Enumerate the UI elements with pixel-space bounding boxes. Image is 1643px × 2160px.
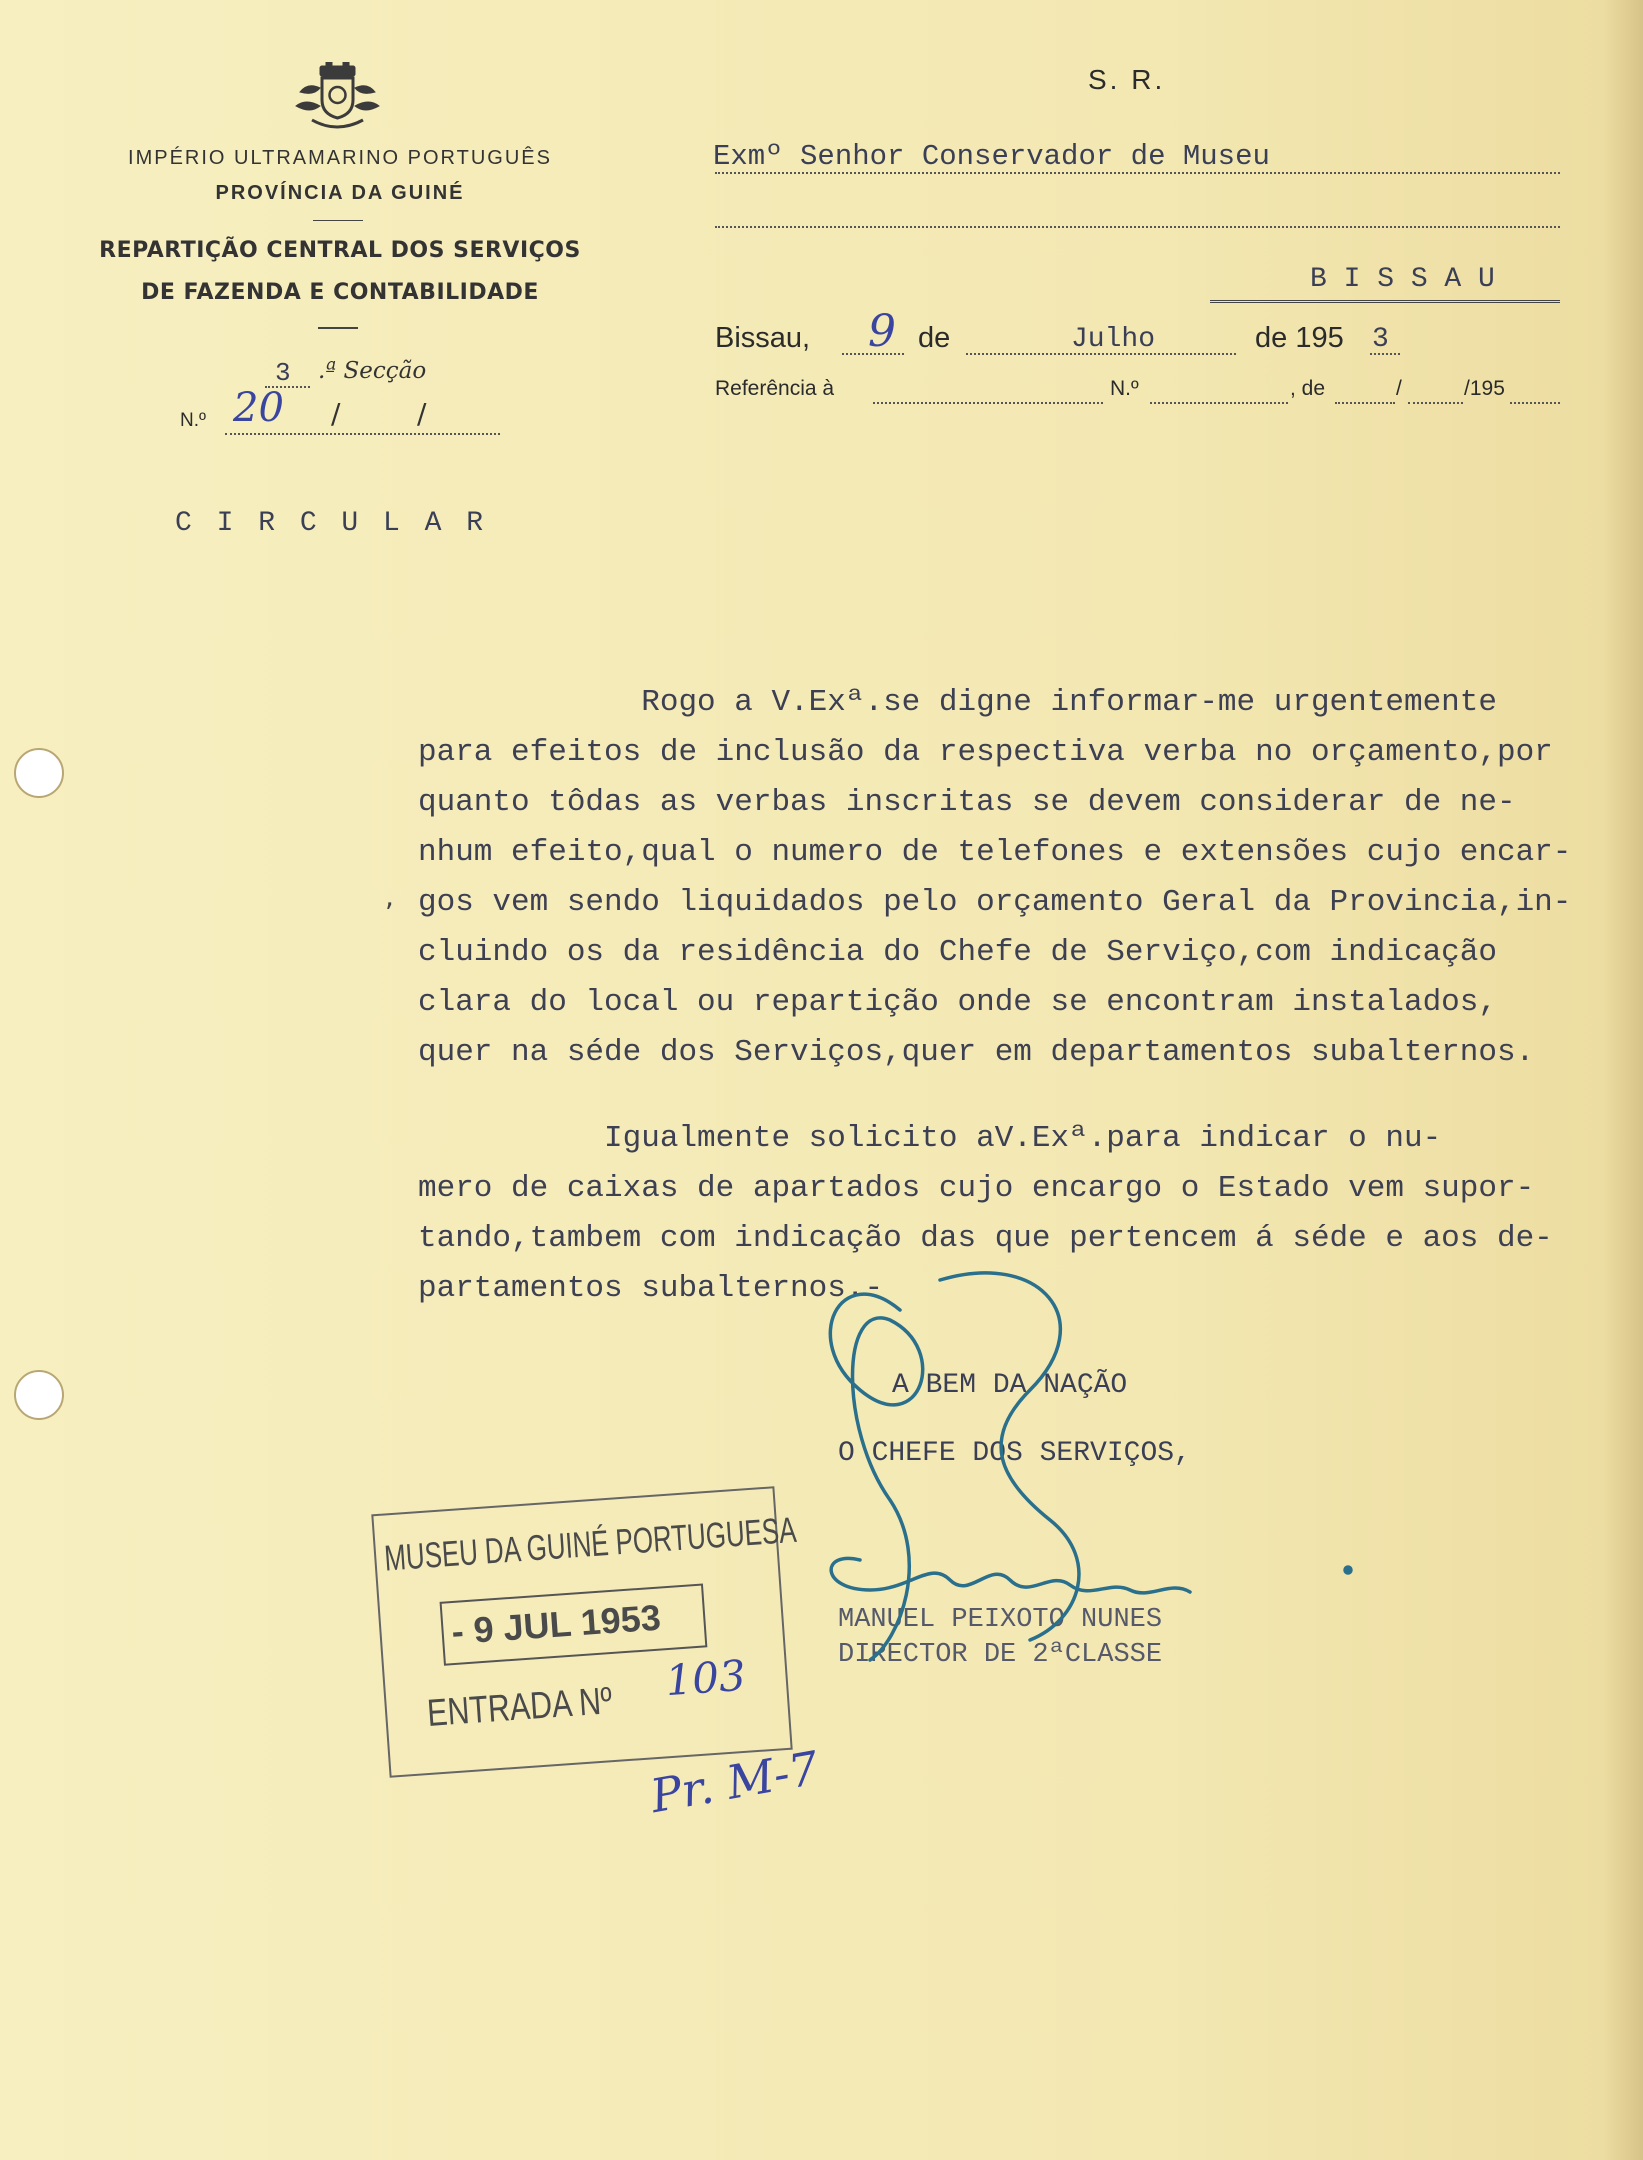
paragraph-1-line: cluindo os da residência do Chefe de Serviço,com indicação — [418, 935, 1497, 970]
paragraph-1-line: clara do local ou repartição onde se encontram instalados, — [418, 985, 1497, 1020]
recipient-line — [715, 140, 1560, 174]
ref-year-field — [1510, 378, 1560, 404]
stamp-entrada-label: ENTRADA Nº — [425, 1680, 614, 1735]
paragraph-1-line: nhum efeito,qual o numero de telefones e extensões cujo encar- — [418, 835, 1572, 870]
paragraph-1-line: quer na séde dos Serviços,quer em departamentos subalternos. — [418, 1035, 1535, 1070]
stamp-museum-name: MUSEU DA GUINÉ PORTUGUESA — [382, 1508, 798, 1579]
paragraph-1-line: quanto tôdas as verbas inscritas se devem considerar de ne- — [418, 785, 1516, 820]
stamp-date-box — [440, 1583, 708, 1665]
signatory-title: DIRECTOR DE 2ªCLASSE — [838, 1640, 1163, 1670]
header-divider-1 — [313, 220, 363, 221]
numero-label: N.º — [180, 410, 206, 431]
paragraph-1 — [418, 678, 1571, 1078]
museum-stamp — [371, 1486, 798, 1778]
punch-hole-top — [14, 748, 64, 798]
ref-year-label: /195 — [1464, 377, 1505, 400]
header-department-2: DE FAZENDA E CONTABILIDADE — [141, 280, 539, 305]
margin-mark: , — [385, 880, 394, 913]
numero-slash-2: / — [417, 397, 427, 430]
ref-de-label: , de — [1290, 377, 1326, 400]
closing-chefe-servicos: O CHEFE DOS SERVIÇOS, — [838, 1438, 1191, 1469]
date-city: Bissau, — [715, 322, 811, 354]
header-province: PROVÍNCIA DA GUINÉ — [215, 182, 465, 204]
closing-a-bem-da-nacao: A BEM DA NAÇÃO — [892, 1370, 1128, 1401]
header-divider-2 — [318, 327, 358, 329]
ref-field — [873, 378, 1103, 404]
date-month-field — [966, 320, 1236, 355]
ref-month-field — [1408, 378, 1463, 404]
seccao-number-field: 3 — [265, 358, 310, 388]
paragraph-2-line: Igualmente solicito aV.Exª.para indicar o nu- — [418, 1121, 1442, 1156]
handwritten-signature — [780, 1260, 1380, 1680]
date-day-handwritten: 9 — [868, 306, 896, 357]
numero-handwritten: 20 — [233, 385, 284, 431]
numero-slash-1: / — [331, 397, 341, 430]
stamp-date: - 9 JUL 1953 — [450, 1596, 663, 1653]
numero-field — [225, 385, 500, 435]
date-de-1: de — [918, 322, 951, 354]
header-empire: IMPÉRIO ULTRAMARINO PORTUGUÊS — [128, 147, 552, 169]
paper-edge-shadow — [1603, 0, 1643, 2160]
date-day-field — [842, 306, 904, 357]
paragraph-1-line: Rogo a V.Exª.se digne informar-me urgentemente — [418, 685, 1497, 720]
paragraph-1-line: para efeitos de inclusão da respectiva verba no orçamento,por — [418, 735, 1553, 770]
date-year-digit: 3 — [1372, 324, 1389, 355]
paragraph-1-line: gos vem sendo liquidados pelo orçamento Geral da Provincia,in- — [418, 885, 1572, 920]
ref-n-label: N.º — [1110, 377, 1139, 400]
address-blank-line — [715, 198, 1560, 228]
recipient-text: Exmº Senhor Conservador de Museu — [713, 140, 1270, 173]
city-text: B I S S A U — [1310, 264, 1495, 295]
paragraph-2-line: mero de caixas de apartados cujo encargo o Estado vem supor- — [418, 1171, 1535, 1206]
circular-title: C I R C U L A R — [175, 508, 488, 539]
seccao-label: .ª Secção — [318, 358, 427, 384]
stamp-entry-number: 103 — [663, 1650, 748, 1706]
date-month: Julho — [1071, 324, 1156, 355]
date-year-field — [1370, 320, 1400, 355]
signatory-name: MANUEL PEIXOTO NUNES — [838, 1605, 1163, 1635]
sr-label: S. R. — [1088, 64, 1166, 95]
ref-day-field — [1335, 378, 1395, 404]
punch-hole-bottom — [14, 1370, 64, 1420]
handwritten-note: Pr. M-7 — [646, 1740, 823, 1824]
city-line — [1210, 264, 1560, 303]
coat-of-arms-icon — [290, 62, 385, 134]
date-de-2: de 195 — [1255, 322, 1344, 354]
ref-slash: / — [1396, 377, 1402, 400]
ref-n-field — [1150, 378, 1288, 404]
header-department: REPARTIÇÃO CENTRAL DOS SERVIÇOS — [99, 238, 581, 263]
ref-label: Referência à — [715, 377, 835, 400]
paragraph-2-line: tando,tambem com indicação das que pertencem á séde e aos de- — [418, 1221, 1553, 1256]
paragraph-2-line: partamentos subalternos.- — [418, 1271, 884, 1306]
